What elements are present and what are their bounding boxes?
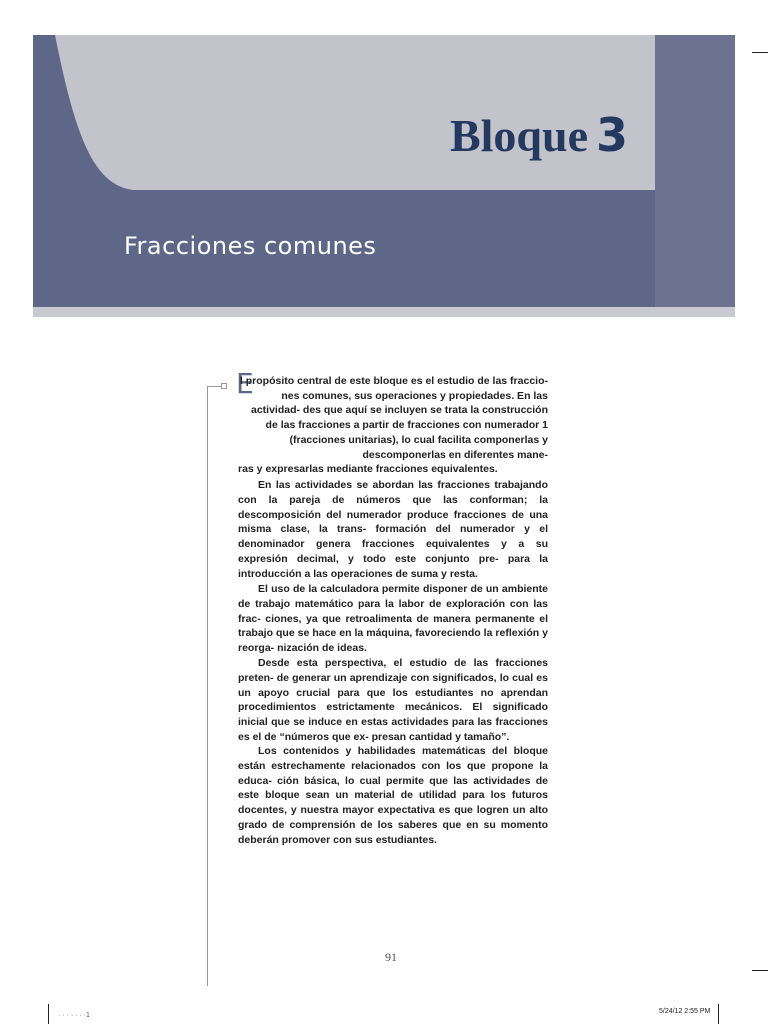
body-paragraph-2: El uso de la calculadora permite disponer de un ambiente de trabajo matemático para la labor de exploración con las frac- ciones, ya que retroalimenta de manera permanente el trabajo que se hace en la máquina, favoreciendo la reflexión y reorga- nización de ideas. [238,583,548,655]
intro-paragraph-text: l propósito central de este bloque es el estudio de las fraccio- nes comunes, sus operaciones y propiedades. En las actividad- des que aquí se incluyen se trata la construcción de las fracciones a partir de fracciones con numerador 1 (fracciones unitarias), lo cual facilita componerlas y descomponerlas en diferentes mane- [239,375,548,461]
footer-timestamp: 5/24/12 2:55 PM [659,1008,711,1015]
page-number: 91 [385,950,397,964]
margin-rule-marker [221,383,227,389]
margin-rule [207,386,208,986]
body-paragraph-1: En las actividades se abordan las fracciones trabajando con la pareja de números que las conforman; la descomposición del numerador produce fracciones de una misma clase, la trans- formación del numerador y el denominador genera fracciones equivalentes y a su expresión decimal, y todo este conjunto pre- para la introducción a las operaciones de suma y resta. [238,479,548,580]
intro-paragraph [236,374,548,462]
block-title-word: Bloque [449,110,588,161]
crop-mark-top-right [752,52,768,53]
block-subtitle: Fracciones comunes [124,232,377,260]
header-band [33,35,735,307]
block-title-number: 3 [595,108,628,162]
crop-mark-bottom-right [752,970,768,971]
drop-cap: E [236,367,254,400]
crop-mark-bottom-left [48,1004,49,1024]
footer-slug: · · · · · · ·1 [58,1012,90,1019]
block-title [450,108,628,162]
body-paragraph-3: Desde esta perspectiva, el estudio de las fracciones preten- de generar un aprendizaje con significados, lo cual es un apoyo crucial para que los estudiantes no aprendan procedimientos estrictamente mecánicos. El significado inicial que se induce en estas actividades para las fracciones es el de “números que ex- presan cantidad y tamaño”. [238,657,548,743]
margin-rule-tick [207,386,221,387]
header-right-strip [655,35,735,307]
header-underline [33,307,735,317]
intro-paragraph-tail [238,462,548,477]
crop-mark-bottom-right-vertical [718,1004,719,1024]
intro-paragraph-tail-text: ras y expresarlas mediante fracciones equivalentes. [238,463,498,475]
body-paragraph-4: Los contenidos y habilidades matemáticas del bloque están estrechamente relacionados con los que propone la educa- ción básica, lo cual permite que las actividades de este bloque sean un material de utilidad para los futuros docentes, y nuestra mayor expectativa es que logren un alto grado de comprensión de los saberes que en su momento deberán promover con sus estudiantes. [238,745,548,846]
